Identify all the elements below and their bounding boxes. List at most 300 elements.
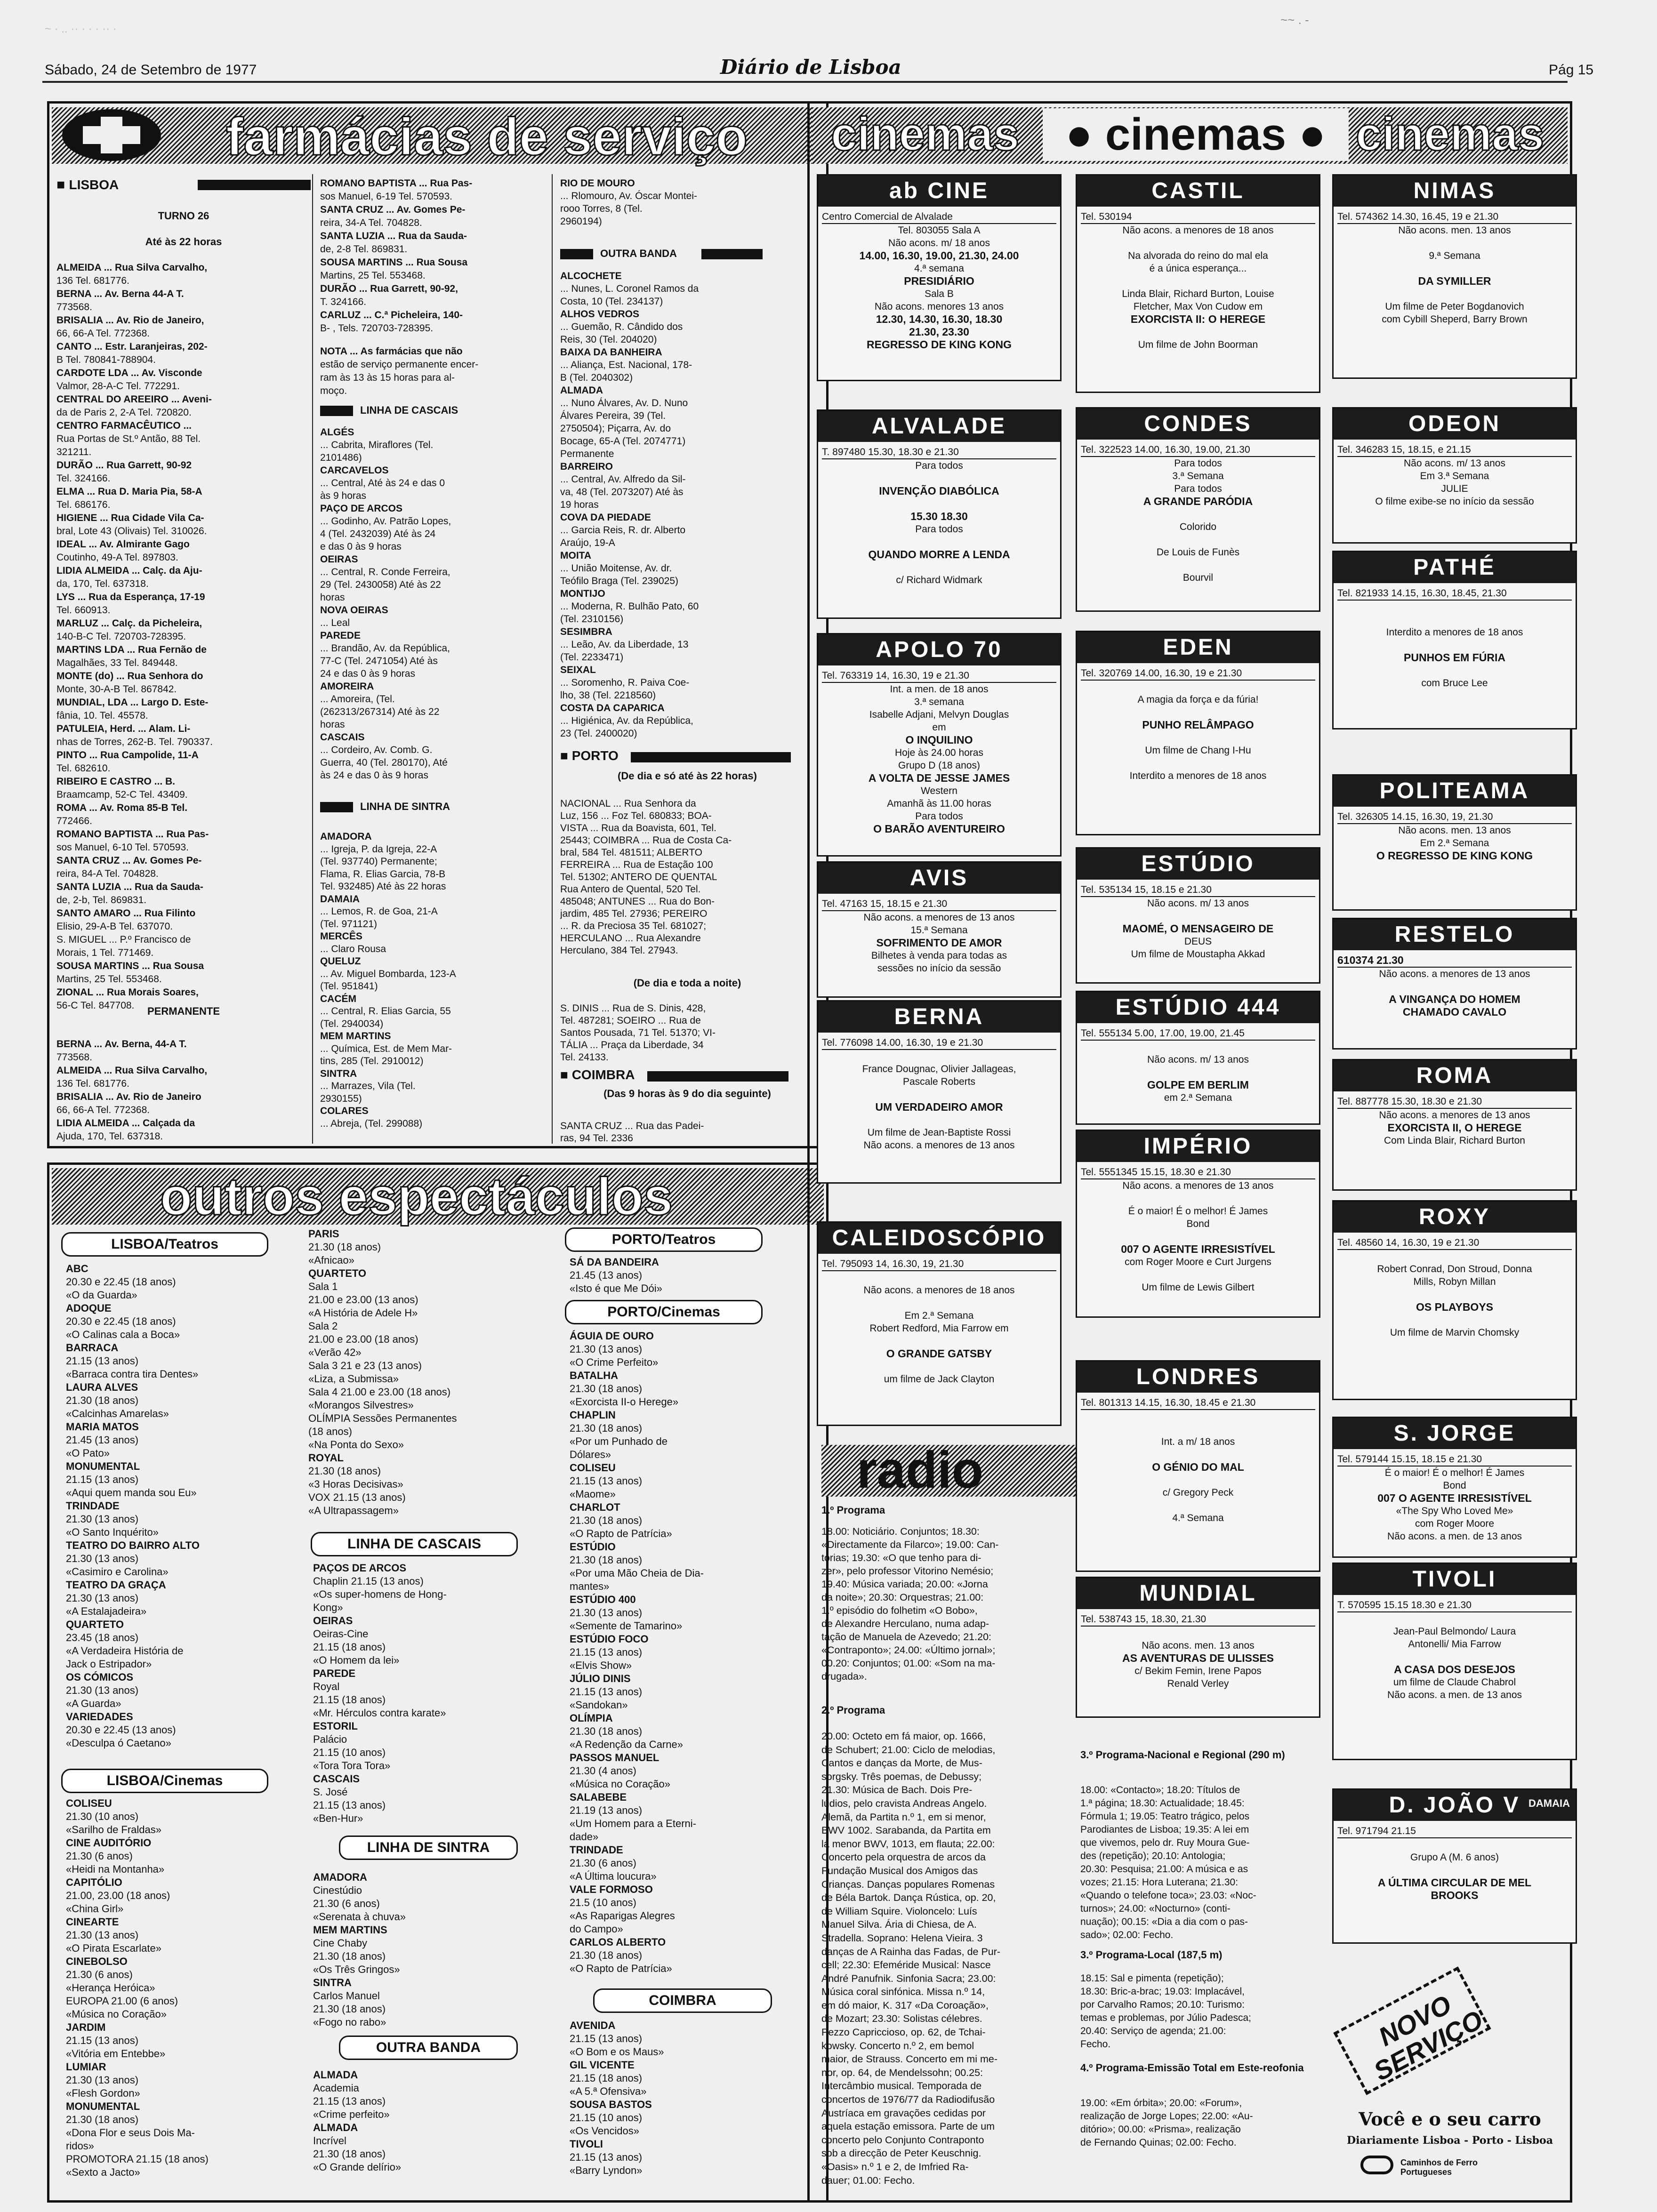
text-line: «Música no Coração» bbox=[66, 2008, 167, 2020]
linha-cascais-cinema-heading: LINHA DE CASCAIS bbox=[311, 1532, 518, 1556]
text-line: 773568. bbox=[56, 302, 92, 313]
text-line: sos Manuel, 6-10 Tel. 570593. bbox=[56, 842, 189, 853]
pharmacy-list-lisboa bbox=[56, 261, 313, 1012]
cinema-line bbox=[1337, 613, 1572, 626]
cinema-line: 610374 21.30 bbox=[1337, 954, 1572, 968]
cinema-line: Tel. 763319 14, 16.30, 19 e 21.30 bbox=[822, 669, 1056, 683]
cinema-line: Não acons. m/ 13 anos bbox=[1404, 458, 1505, 469]
text-line: ZIONAL ... Rua Morais Soares, bbox=[56, 987, 199, 998]
text-line: reira, 84-A Tel. 704828. bbox=[56, 868, 159, 879]
text-line: sorgsky. Três poemas, de Debussy; bbox=[821, 1771, 982, 1782]
text-line: des (repetição); 20.10: Antologia; bbox=[1080, 1851, 1226, 1861]
cinema-line bbox=[822, 472, 1056, 485]
text-line: OEIRAS bbox=[313, 1615, 353, 1627]
cinema-line bbox=[1081, 533, 1315, 546]
text-line: ÁGUIA DE OURO bbox=[570, 1330, 654, 1342]
cinema-listing bbox=[1076, 1577, 1320, 1718]
cinema-name: ODEON bbox=[1334, 409, 1576, 440]
text-line: «A Verdadeira História de bbox=[66, 1645, 184, 1657]
text-line: 140-B-C Tel. 720703-728395. bbox=[56, 631, 186, 642]
text-line: concertos de 1976/77 da Radiodifusão bbox=[821, 2094, 995, 2106]
text-line: SALABEBE bbox=[570, 1791, 627, 1803]
cinema-line: É o maior! É o melhor! É James bbox=[1128, 1206, 1268, 1217]
text-line: reira, 34-A Tel. 704828. bbox=[320, 217, 422, 228]
text-line: de Mozart; 23.30: Solistas célebres. bbox=[821, 2013, 982, 2025]
cinema-listing bbox=[1332, 174, 1577, 379]
pharmacy-list-permanente bbox=[56, 1038, 313, 1143]
text-line: AMOREIRA bbox=[320, 681, 374, 692]
text-line: Manuel Silva. Ária di Chiesa, de A. bbox=[821, 1919, 977, 1931]
text-line: S. MIGUEL ... P.º Francisco de bbox=[56, 934, 191, 945]
cinema-line: Não acons. a menores de 13 anos bbox=[863, 912, 1015, 923]
text-line: Permanente bbox=[560, 449, 614, 459]
text-line: «Mr. Hérculos contra karate» bbox=[313, 1707, 446, 1719]
text-line: Coutinho, 49-A Tel. 897803. bbox=[56, 552, 178, 563]
text-line: CHAPLIN bbox=[570, 1409, 616, 1421]
text-line: «Música no Coração» bbox=[570, 1778, 671, 1790]
text-line: ALMEIDA ... Rua Silva Carvalho, bbox=[56, 262, 208, 273]
cinema-line: Tel. 320769 14.00, 16.30, 19 e 21.30 bbox=[1081, 667, 1315, 681]
text-line: CASCAIS bbox=[320, 732, 365, 743]
cinema-line: c/ Gregory Peck bbox=[1162, 1487, 1234, 1498]
text-line: Flama, R. Elias Garcia, 78-B bbox=[320, 868, 446, 880]
text-line: 21.15 (13 anos) bbox=[66, 1474, 139, 1485]
cinema-name: ESTÚDIO 444 bbox=[1077, 992, 1319, 1023]
coimbra-heading: ■ COIMBRA bbox=[560, 1068, 814, 1084]
lisboa-teatros-heading: LISBOA/Teatros bbox=[61, 1232, 268, 1257]
text-line: Fórmula 1; 19.05: Teatro trágico, pelos bbox=[1080, 1811, 1250, 1822]
radio-p3-text bbox=[1080, 1784, 1320, 1942]
text-line: MONTIJO bbox=[560, 588, 605, 599]
text-line: Concerto pela orquestra de arcos da bbox=[821, 1851, 986, 1863]
cinema-line: 007 O AGENTE IRRESISTÍVEL bbox=[1121, 1243, 1275, 1255]
cinema-listing bbox=[817, 1000, 1062, 1184]
cinema-line: A VOLTA DE JESSE JAMES bbox=[868, 772, 1010, 784]
cinema-line: Um filme de Marvin Chomsky bbox=[1390, 1327, 1520, 1338]
text-line: ... Lemos, R. de Goa, 21-A bbox=[320, 906, 438, 917]
cinema-line: Não acons. m/ 13 anos bbox=[1147, 1054, 1249, 1065]
cinema-line: O filme exibe-se no início da sessão bbox=[1375, 496, 1534, 507]
cinema-line: Western bbox=[921, 785, 957, 796]
text-line: «Sexto a Jacto» bbox=[66, 2166, 140, 2178]
cinema-line: A VINGANÇA DO HOMEM bbox=[1389, 993, 1520, 1005]
text-line: 21.15 (13 anos) bbox=[570, 1686, 643, 1698]
outra-banda-cinema-heading: OUTRA BANDA bbox=[339, 2036, 518, 2060]
text-line: ras, 94 Tel. 2336 bbox=[560, 1133, 633, 1144]
text-line: «Sarilho de Fraldas» bbox=[66, 1824, 162, 1835]
cinema-line: Um filme de John Boorman bbox=[1138, 339, 1258, 350]
text-line: 23.45 (18 anos) bbox=[66, 1632, 139, 1643]
masthead-date: Sábado, 24 de Setembro de 1977 bbox=[45, 62, 257, 78]
cinema-line: Robert Conrad, Don Stroud, Donna bbox=[1377, 1264, 1532, 1274]
text-line: cell; 22.30: Efeméride Musical: Nasce bbox=[821, 1959, 991, 1971]
text-line: Jack o Estripador» bbox=[66, 1658, 152, 1670]
text-line: SESIMBRA bbox=[560, 626, 612, 637]
text-line: OEIRAS bbox=[320, 554, 358, 565]
cinema-line bbox=[1337, 1314, 1572, 1326]
text-line: danças de A Rainha das Fadas, de Pur- bbox=[821, 1946, 1001, 1957]
cinema-line: Bilhetes à venda para todas as bbox=[871, 950, 1007, 961]
text-line: 21.19 (13 anos) bbox=[570, 1804, 643, 1816]
text-line: QUARTETO bbox=[66, 1619, 124, 1630]
cinema-line: CHAMADO CAVALO bbox=[1402, 1006, 1507, 1018]
text-line: 24 e das 0 às 9 horas bbox=[320, 668, 415, 679]
text-line: IDEAL ... Av. Almirante Gago bbox=[56, 539, 190, 550]
text-line: «Contraponto»; 24.00: «Último jornal»; bbox=[821, 1644, 996, 1656]
text-line: 21.30 (18 anos) bbox=[313, 1950, 386, 1962]
cinema-listing bbox=[1076, 631, 1320, 835]
text-line: Valmor, 28-A-C Tel. 772291. bbox=[56, 381, 180, 392]
cinema-name: IMPÉRIO bbox=[1077, 1131, 1319, 1162]
cinema-name: MUNDIAL bbox=[1077, 1578, 1319, 1609]
text-line: ... Godinho, Av. Patrão Lopes, bbox=[320, 516, 451, 527]
text-line: 21.30 (6 anos) bbox=[66, 1850, 133, 1862]
cinema-line: Não acons. menores 13 anos bbox=[874, 301, 1004, 312]
text-line: AVENIDA bbox=[570, 2020, 616, 2031]
text-line: ... Garcia Reis, R. dr. Alberto bbox=[560, 525, 686, 536]
text-line: NOVA OEIRAS bbox=[320, 605, 388, 616]
cinema-listing bbox=[1332, 1059, 1577, 1191]
cinema-listing bbox=[1076, 1130, 1320, 1318]
column-divider bbox=[552, 174, 553, 1144]
cinema-line: O INQUILINO bbox=[905, 734, 973, 746]
cinema-line: 15.ª Semana bbox=[910, 925, 968, 936]
text-line: 21.30 (13 anos) bbox=[570, 1343, 643, 1355]
text-line: Royal bbox=[313, 1681, 340, 1692]
cinema-line bbox=[1081, 757, 1315, 769]
text-line: S. José bbox=[313, 1786, 348, 1798]
cinema-line bbox=[1081, 1268, 1315, 1281]
cinema-line bbox=[1081, 508, 1315, 521]
text-line: ADOQUE bbox=[66, 1302, 112, 1314]
cinema-line: Bourvil bbox=[1182, 572, 1214, 583]
porto-cinemas-list bbox=[570, 1330, 814, 1975]
text-line: ... União Moitense, Av. dr. bbox=[560, 563, 672, 574]
cinemas-banner-left: cinemas bbox=[831, 108, 1020, 160]
cinema-line: Não acons. a menores de 13 anos bbox=[863, 1140, 1015, 1151]
text-line: 29 (Tel. 2430058) Até às 22 bbox=[320, 579, 441, 590]
radio-p4-heading: 3.º Programa-Local (187,5 m) bbox=[1080, 1949, 1223, 1961]
text-line: PASSOS MANUEL bbox=[570, 1752, 660, 1763]
text-line: ditório»; 00.00: «Prisma», realização bbox=[1080, 2124, 1241, 2135]
cinema-line: em bbox=[932, 722, 946, 733]
cinema-line: Tel. 535134 15, 18.15 e 21.30 bbox=[1081, 883, 1315, 897]
cinema-name: CONDES bbox=[1077, 409, 1319, 440]
text-line: JARDIM bbox=[66, 2021, 106, 2033]
cinema-name: POLITEAMA bbox=[1334, 776, 1576, 807]
text-line: PINTO ... Rua Campolide, 11-A bbox=[56, 750, 199, 761]
cinema-listing bbox=[1076, 847, 1320, 984]
radio-p4-text bbox=[1080, 1972, 1320, 2051]
text-line: Guerra, 40 (Tel. 280170), Até bbox=[320, 757, 448, 768]
text-line: ROMANO BAPTISTA ... Rua Pas- bbox=[320, 178, 473, 189]
text-line: ALGÉS bbox=[320, 427, 354, 438]
text-line: «Por um Punhado de bbox=[570, 1435, 668, 1447]
text-line: «Flesh Gordon» bbox=[66, 2087, 140, 2099]
cinema-listing bbox=[817, 861, 1062, 998]
text-line: ALMADA bbox=[313, 2122, 358, 2133]
text-line: AMADORA bbox=[320, 831, 372, 842]
text-line: SOUSA MARTINS ... Rua Sousa bbox=[56, 961, 204, 971]
radio-p5-text bbox=[1080, 2097, 1320, 2149]
text-line: ALMADA bbox=[313, 2069, 358, 2081]
text-line: ROMA ... Av. Roma 85-B Tel. bbox=[56, 802, 188, 813]
text-line: 66, 66-A Tel. 772368. bbox=[56, 328, 150, 339]
text-line: B- , Tels. 720703-728395. bbox=[320, 323, 434, 334]
cinema-line: Tel. 803055 Sala A bbox=[898, 225, 981, 236]
text-line: 21.00 e 23.00 (18 anos) bbox=[308, 1333, 418, 1345]
text-line: 21.30 (13 anos) bbox=[570, 1607, 643, 1619]
cinema-name: CALEIDOSCÓPIO bbox=[818, 1223, 1060, 1254]
text-line: ... Rlomouro, Av. Óscar Montei- bbox=[560, 191, 697, 201]
text-line: Palácio bbox=[313, 1733, 347, 1745]
text-line: TÁLIA ... Praça da Liberdade, 34 bbox=[560, 1040, 704, 1050]
text-line: nuação); 00.15: «Dia a dia com o pas- bbox=[1080, 1916, 1248, 1927]
text-line: sob a direcção de Peter Keuschnig. bbox=[821, 2148, 981, 2159]
text-line: MONUMENTAL bbox=[66, 1460, 140, 1472]
text-line: 21.30 (18 anos) bbox=[308, 1241, 381, 1253]
text-line: SANTA CRUZ ... Av. Gomes Pe- bbox=[320, 204, 466, 215]
text-line: PAREDE bbox=[320, 630, 361, 641]
cinema-line: DEUS bbox=[1184, 936, 1212, 947]
cinema-line: GOLPE EM BERLIM bbox=[1147, 1079, 1249, 1091]
cinema-line bbox=[1081, 1410, 1315, 1423]
cinema-line: Interdito a menores de 18 anos bbox=[1386, 627, 1523, 638]
ad-brand: Caminhos de Ferro Portugueses bbox=[1400, 2158, 1478, 2177]
text-line: BERNA ... Av. Berna, 44-A T. bbox=[56, 1039, 187, 1050]
text-line: ... Marrazes, Vila (Tel. bbox=[320, 1081, 416, 1091]
text-line: bral, Lote 43 (Olivais) Tel. 310026. bbox=[56, 526, 207, 537]
cinema-line: France Dougnac, Olivier Jallageas, bbox=[862, 1064, 1016, 1074]
text-line: 321211. bbox=[56, 447, 92, 457]
text-line: Fundação Musical dos Amigos das bbox=[821, 1865, 978, 1876]
cinema-listing bbox=[1332, 774, 1577, 911]
text-line: ... Moderna, R. Bulhão Pato, 60 bbox=[560, 601, 699, 612]
sintra-cinemas-list bbox=[313, 1871, 548, 2029]
linha-sintra-cinema-heading: LINHA DE SINTRA bbox=[339, 1835, 518, 1860]
text-line: VOX 21.15 (13 anos) bbox=[308, 1491, 406, 1503]
text-line: jardim, 485 Tel. 27936; PEREIRO bbox=[560, 908, 708, 919]
text-line: BERNA ... Av. Berna 44-A T. bbox=[56, 289, 184, 299]
cinema-line: Para todos bbox=[915, 524, 963, 535]
pharmacy-list-lisboa-2 bbox=[320, 177, 546, 398]
text-line: 19.00: «Em órbita»; 20.00: «Forum», bbox=[1080, 2098, 1242, 2108]
cinema-line: com Roger Moore bbox=[1415, 1518, 1495, 1529]
cinema-name: LONDRES bbox=[1077, 1362, 1319, 1393]
text-line: HERCULANO ... Rua Alexandre bbox=[560, 933, 701, 944]
cinema-line: «The Spy Who Loved Me» bbox=[1396, 1506, 1513, 1516]
cinema-line bbox=[1081, 1499, 1315, 1512]
text-line: CANTO ... Estr. Laranjeiras, 202- bbox=[56, 341, 208, 352]
cascais-cinemas-list bbox=[313, 1562, 548, 1825]
cinema-line bbox=[1337, 1612, 1572, 1625]
text-line: LIDIA ALMEIDA ... Calç. da Aju- bbox=[56, 565, 202, 576]
text-line: «O Santo Inquérito» bbox=[66, 1526, 159, 1538]
cinema-line: É o maior! É o melhor! É James bbox=[1384, 1467, 1525, 1478]
text-line: 21.15 (13 anos) bbox=[66, 2035, 139, 2046]
text-line: 772466. bbox=[56, 816, 92, 826]
cinema-line: Int. a m/ 18 anos bbox=[1161, 1436, 1235, 1447]
text-line: 56-C Tel. 847708. bbox=[56, 1000, 135, 1011]
text-line: lá menor BWV, 1013, em flauta; 22.00: bbox=[821, 1838, 995, 1850]
cinema-line: Um filme de Peter Bogdanovich bbox=[1385, 301, 1524, 312]
cinema-line: Interdito a menores de 18 anos bbox=[1129, 770, 1267, 781]
text-line: 21.30 (6 anos) bbox=[570, 1857, 636, 1869]
text-line: 21.30 (18 anos) bbox=[308, 1465, 381, 1477]
text-line: ESTÚDIO FOCO bbox=[570, 1633, 649, 1645]
text-line: horas bbox=[320, 719, 345, 730]
text-line: «O Crime Perfeito» bbox=[570, 1356, 659, 1368]
text-line: Cinestúdio bbox=[313, 1884, 362, 1896]
text-line: 25443; COIMBRA ... Rua de Costa Ca- bbox=[560, 835, 732, 846]
text-line: GIL VICENTE bbox=[570, 2059, 635, 2071]
text-line: 1.ª página; 18.30: Actualidade; 18.45: bbox=[1080, 1798, 1245, 1809]
cinema-line bbox=[822, 561, 1056, 574]
text-line: tins, 285 (Tel. 2910012) bbox=[320, 1056, 424, 1066]
cinema-line bbox=[822, 1088, 1056, 1101]
text-line: ALHOS VEDROS bbox=[560, 309, 640, 320]
cinema-line bbox=[1337, 1250, 1572, 1263]
text-line: Costa, 10 (Tel. 234137) bbox=[560, 296, 663, 307]
text-line: 4 (Tel. 2432039) Até às 24 bbox=[320, 529, 436, 539]
cinema-line bbox=[1337, 601, 1572, 613]
text-line: ... Central, R. Conde Ferreira, bbox=[320, 567, 450, 577]
text-line: Magalhães, 33 Tel. 849448. bbox=[56, 657, 178, 668]
text-line: DAMAIA bbox=[320, 893, 360, 905]
porto-heading: ■ PORTO bbox=[560, 749, 814, 765]
cinema-line: 3.ª semana bbox=[914, 697, 964, 707]
text-line: (Tel. 951841) bbox=[320, 981, 378, 992]
cinema-listing bbox=[1332, 918, 1577, 1050]
text-line: 21.00 e 23.00 (13 anos) bbox=[308, 1294, 418, 1306]
text-line: OS CÓMICOS bbox=[66, 1671, 134, 1683]
cinema-listing bbox=[817, 409, 1062, 619]
text-line: mantes» bbox=[570, 1580, 610, 1592]
cinema-line: Um filme de Moustapha Akkad bbox=[1131, 949, 1265, 960]
cinema-line bbox=[1337, 664, 1572, 677]
text-line: NOTA ... As farmácias que não bbox=[320, 346, 463, 357]
text-line: Reis, 30 (Tel. 204020) bbox=[560, 334, 657, 345]
cinema-listing bbox=[1332, 407, 1577, 544]
cinema-line bbox=[1081, 1041, 1315, 1053]
cinema-line: Centro Comercial de Alvalade bbox=[822, 210, 1056, 224]
text-line: ridos» bbox=[66, 2140, 94, 2152]
text-line: «Fogo no rabo» bbox=[313, 2016, 386, 2028]
text-line: «Oasis» n.º 1 e 2, de Imfried Ra- bbox=[821, 2161, 969, 2172]
text-line: «Morangos Silvestres» bbox=[308, 1399, 414, 1411]
text-line: Tel. 660913. bbox=[56, 605, 111, 616]
cinema-name: NIMAS bbox=[1334, 176, 1576, 207]
text-line: vozes; 21.15: Hora Luterana; 21.30: bbox=[1080, 1877, 1239, 1888]
text-line: 21.5 (10 anos) bbox=[570, 1897, 636, 1908]
cinema-line bbox=[1337, 237, 1572, 249]
masthead-faint-left: ~ · .. ·· · · · ·· · bbox=[45, 23, 117, 35]
text-line: «Exorcista II-o Herege» bbox=[570, 1396, 679, 1408]
text-line: 21.30 (13 anos) bbox=[66, 1513, 139, 1525]
linha-cascais-heading: LINHA DE CASCAIS bbox=[320, 404, 541, 418]
text-line: 20.30 e 22.45 (13 anos) bbox=[66, 1724, 176, 1736]
cinema-line: 007 O AGENTE IRRESISTÍVEL bbox=[1377, 1492, 1532, 1504]
cinema-line: Em 3.ª Semana bbox=[1420, 471, 1489, 481]
cinema-line bbox=[1337, 1651, 1572, 1663]
text-line: 19.40: Música variada; 20.00: «Jorna bbox=[821, 1579, 988, 1590]
text-line: sos Manuel, 6-19 Tel. 570593. bbox=[320, 191, 452, 202]
text-line: ... Central, R. Elias Garcia, 55 bbox=[320, 1006, 451, 1017]
cinema-line: c/ Richard Widmark bbox=[896, 575, 982, 585]
text-line: 136 Tel. 681776. bbox=[56, 275, 129, 286]
cinema-line: PUNHOS EM FÚRIA bbox=[1404, 651, 1505, 664]
cinema-line: 15.30 18.30 bbox=[910, 510, 968, 522]
cinema-listing bbox=[817, 633, 1062, 857]
text-line: SANTA CRUZ ... Av. Gomes Pe- bbox=[56, 855, 202, 866]
text-line: Oeiras-Cine bbox=[313, 1628, 369, 1640]
text-line: torias; 19.30: «O que tenho para di- bbox=[821, 1552, 981, 1563]
text-line: «A História de Adele H» bbox=[308, 1307, 418, 1319]
cinema-line bbox=[1081, 1448, 1315, 1461]
text-line: 21.30 (13 anos) bbox=[66, 1929, 139, 1941]
cinema-line: UM VERDADEIRO AMOR bbox=[875, 1101, 1003, 1113]
text-line: SANTO AMARO ... Rua Filinto bbox=[56, 908, 196, 919]
pharmacy-list-rio-de-mouro bbox=[560, 177, 814, 228]
text-line: BARREIRO bbox=[560, 461, 613, 472]
text-line: «Tora Tora Tora» bbox=[313, 1760, 391, 1771]
text-line: «Casimiro e Carolina» bbox=[66, 1566, 169, 1578]
text-line: 2750504); Piçarra, Av. do bbox=[560, 423, 671, 434]
cinema-line: Jean-Paul Belmondo/ Laura bbox=[1393, 1626, 1516, 1637]
cinema-line: Tel. 5551345 15.15, 18.30 e 21.30 bbox=[1081, 1166, 1315, 1179]
cinema-line: MAOMÉ, O MENSAGEIRO DE bbox=[1122, 922, 1274, 935]
cinema-line: Não acons. a men. de 13 anos bbox=[1387, 1531, 1522, 1542]
cinema-line: um filme de Claude Chabrol bbox=[1393, 1677, 1516, 1688]
text-line: MOITA bbox=[560, 550, 592, 561]
text-line: «Sandokan» bbox=[570, 1699, 628, 1711]
text-line: «Barraca contra tira Dentes» bbox=[66, 1368, 199, 1380]
text-line: «3 Horas Decisivas» bbox=[308, 1478, 403, 1490]
cinema-line bbox=[1081, 910, 1315, 922]
text-line: fânia, 10. Tel. 45578. bbox=[56, 710, 148, 721]
text-line: Rua Antero de Quental, 520 Tel. bbox=[560, 884, 701, 895]
cinema-line: Int. a men. de 18 anos bbox=[890, 684, 989, 695]
text-line: PROMOTORA 21.15 (18 anos) bbox=[66, 2153, 209, 2165]
text-line: 21.30 (18 anos) bbox=[570, 1515, 643, 1526]
text-line: ... Igreja, P. da Igreja, 22-A bbox=[320, 843, 437, 855]
text-line: CINEARTE bbox=[66, 1916, 119, 1928]
radio-p1-text bbox=[821, 1525, 1066, 1683]
text-line: «O Pirata Escarlate» bbox=[66, 1942, 161, 1954]
text-line: ROMANO BAPTISTA ... Rua Pas- bbox=[56, 829, 209, 840]
cinema-line bbox=[1081, 1230, 1315, 1243]
cinema-line bbox=[1081, 1474, 1315, 1486]
text-line: «A 5.ª Ofensiva» bbox=[570, 2085, 647, 2097]
text-line: BRISALIA ... Av. Rio de Janeiro bbox=[56, 1091, 201, 1102]
text-line: COSTA DA CAPARICA bbox=[560, 703, 665, 713]
text-line: «Maome» bbox=[570, 1488, 616, 1500]
text-line: BARRACA bbox=[66, 1342, 119, 1354]
text-line: CENTRO FARMACÊUTICO ... bbox=[56, 420, 192, 431]
text-line: PATULEIA, Herd. ... Alam. Li- bbox=[56, 723, 191, 734]
text-line: ... Leal bbox=[320, 617, 350, 628]
cinema-line bbox=[1081, 706, 1315, 719]
text-line: Tel. 487281; SOEIRO ... Rua de bbox=[560, 1015, 701, 1026]
permanente-label: PERMANENTE bbox=[147, 1005, 220, 1017]
cinema-line: A CASA DOS DESEJOS bbox=[1394, 1663, 1515, 1675]
text-line: MARTINS LDA ... Rua Fernão de bbox=[56, 644, 207, 655]
pharmacy-list-outra-banda bbox=[560, 270, 814, 740]
text-line: Martins, 25 Tel. 553468. bbox=[320, 270, 426, 281]
text-line: nor, op. 64, de Mendelssohn; 00.25: bbox=[821, 2067, 983, 2078]
text-line: «Isto é que Me Dói» bbox=[570, 1282, 662, 1294]
text-line: Bocage, 65-A (Tel. 2074771) bbox=[560, 436, 686, 447]
